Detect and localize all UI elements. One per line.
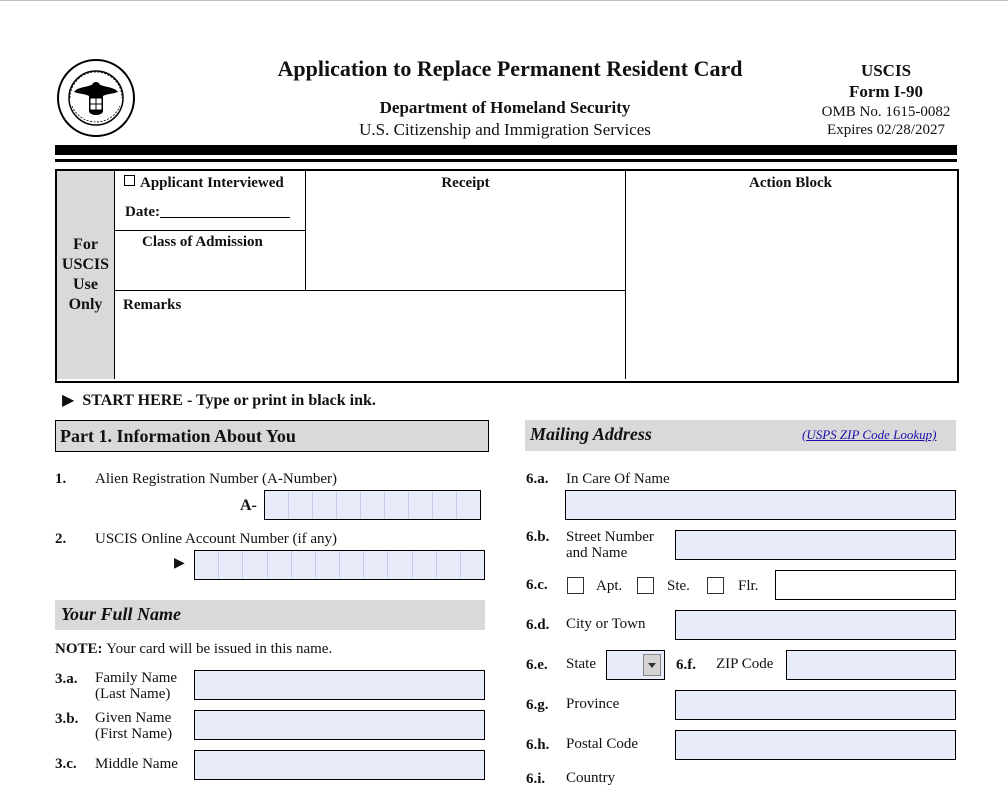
q6a-number: 6.a.	[526, 471, 549, 487]
interview-date: Date:	[125, 204, 290, 221]
q6h-label: Postal Code	[566, 736, 639, 752]
dhs-seal-icon	[56, 58, 136, 138]
q2-number: 2.	[55, 531, 67, 547]
q3c-number: 3.c.	[55, 756, 77, 772]
city-or-town-input[interactable]	[675, 610, 956, 640]
family-name-input[interactable]	[194, 670, 485, 700]
q6b-label: Street Number and Name	[566, 529, 654, 561]
apt-ste-flr-number-input[interactable]	[775, 570, 956, 600]
q2-label: USCIS Online Account Number (if any)	[95, 531, 338, 547]
q6c-number: 6.c.	[526, 577, 548, 593]
class-of-admission-label: Class of Admission	[142, 234, 263, 250]
remarks-label: Remarks	[123, 297, 182, 313]
q3a-label: Family Name (Last Name)	[95, 670, 178, 702]
zip-code-input[interactable]	[786, 650, 956, 680]
q6f-label: ZIP Code	[716, 656, 774, 672]
start-here-instruction: ▶ START HERE - Type or print in black ink.	[62, 392, 376, 409]
apt-label: Apt.	[596, 578, 623, 594]
usps-zip-lookup-link[interactable]: (USPS ZIP Code Lookup)	[802, 427, 937, 442]
q6g-label: Province	[566, 696, 620, 712]
receipt-label: Receipt	[441, 175, 490, 191]
uscis-online-account-input[interactable]	[194, 550, 485, 580]
q6d-number: 6.d.	[526, 617, 550, 633]
q6b-number: 6.b.	[526, 529, 550, 545]
chevron-down-icon[interactable]	[643, 654, 661, 676]
q6e-number: 6.e.	[526, 657, 548, 673]
for-uscis-use-only-label: For USCIS Use Only	[61, 236, 110, 313]
q3a-number: 3.a.	[55, 671, 78, 687]
in-care-of-name-input[interactable]	[565, 490, 956, 520]
agency-short: USCIS	[860, 61, 912, 80]
omb-number: OMB No. 1615-0082	[821, 104, 951, 120]
divider	[115, 230, 305, 231]
full-name-heading: Your Full Name	[61, 604, 182, 624]
part1-heading: Part 1. Information About You	[55, 420, 489, 452]
q1-number: 1.	[55, 471, 67, 487]
a-number-input[interactable]	[264, 490, 481, 520]
divider	[115, 290, 625, 291]
given-name-input[interactable]	[194, 710, 485, 740]
q6g-number: 6.g.	[526, 697, 549, 713]
checkbox-icon	[124, 175, 135, 186]
play-arrow-icon: ▶	[62, 392, 75, 409]
q6h-number: 6.h.	[526, 737, 550, 753]
q1-label: Alien Registration Number (A-Number)	[95, 471, 338, 487]
street-number-name-input[interactable]	[675, 530, 956, 560]
q6e-label: State	[566, 656, 596, 672]
q6d-label: City or Town	[566, 616, 646, 632]
ste-label: Ste.	[667, 578, 690, 594]
header-thin-rule	[55, 159, 957, 162]
flr-label: Flr.	[738, 578, 759, 594]
q3b-number: 3.b.	[55, 711, 79, 727]
arrow-icon: ▶	[174, 556, 185, 571]
mailing-address-heading: Mailing Address	[530, 424, 652, 444]
expiration-date: Expires 02/28/2027	[827, 122, 945, 138]
form-title: Application to Replace Permanent Resident Card	[277, 56, 743, 81]
header-thick-rule	[55, 145, 957, 155]
divider	[625, 171, 626, 379]
a-number-prefix: A-	[240, 497, 257, 514]
flr-checkbox[interactable]	[707, 577, 724, 594]
ste-checkbox[interactable]	[637, 577, 654, 594]
form-number: Form I-90	[848, 82, 924, 101]
q6f-number: 6.f.	[676, 657, 696, 673]
agency-name: U.S. Citizenship and Immigration Services	[359, 120, 651, 139]
q3b-label: Given Name (First Name)	[95, 710, 173, 742]
date-line	[160, 204, 290, 218]
province-input[interactable]	[675, 690, 956, 720]
postal-code-input[interactable]	[675, 730, 956, 760]
uscis-use-only-box	[55, 169, 959, 383]
q6i-label: Country	[566, 770, 616, 786]
middle-name-input[interactable]	[194, 750, 485, 780]
action-block-label: Action Block	[749, 175, 832, 191]
department-name: Department of Homeland Security	[379, 98, 631, 117]
applicant-interviewed: Applicant Interviewed	[124, 175, 284, 192]
q3c-label: Middle Name	[95, 756, 178, 772]
top-divider	[0, 0, 1008, 1]
q6i-number: 6.i.	[526, 771, 546, 787]
apt-checkbox[interactable]	[567, 577, 584, 594]
q6a-label: In Care Of Name	[566, 471, 670, 487]
name-note: NOTE: Your card will be issued in this name.	[55, 641, 333, 657]
